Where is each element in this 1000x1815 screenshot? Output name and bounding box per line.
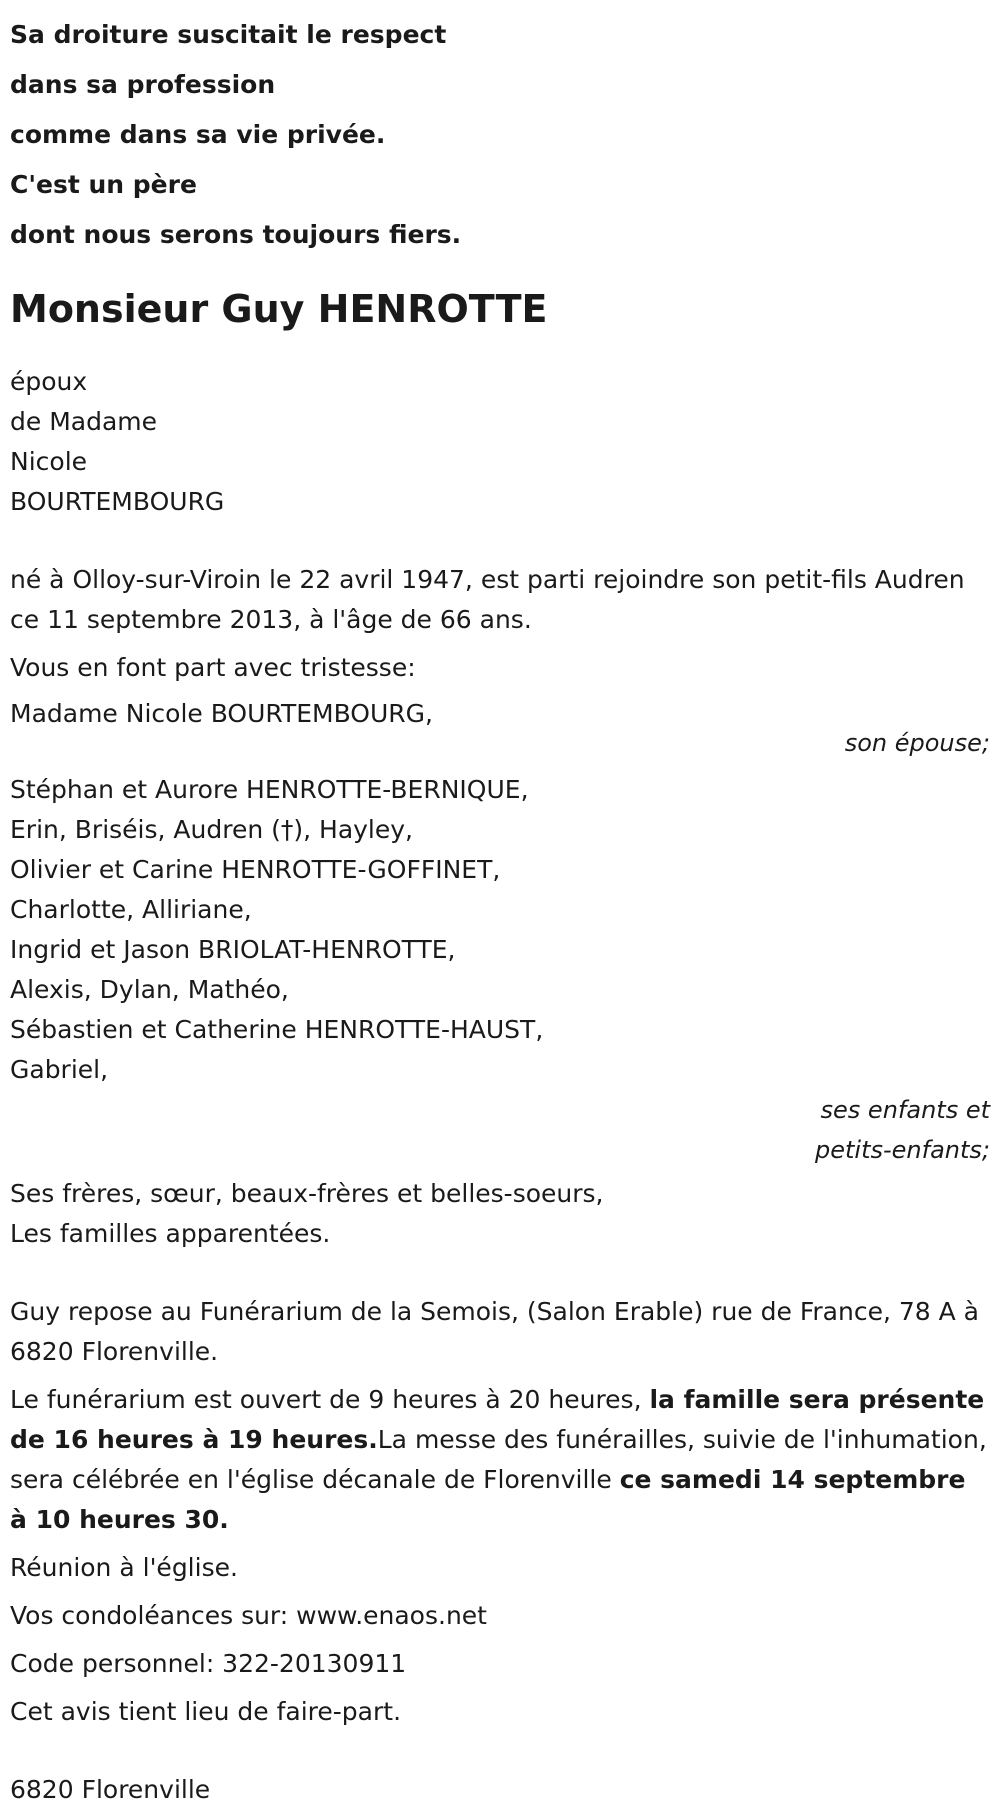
epitaph-quote [10,0,990,260]
notice: Cet avis tient lieu de faire-part. [10,1697,402,1726]
personal-code: Code personnel: 322-20130911 [10,1649,407,1678]
spouse-info [10,362,990,522]
list-item: Ses frères, sœur, beaux-frères et belles-soeurs, [10,1179,604,1208]
deceased-name: Monsieur Guy HENROTTE [10,287,548,331]
birth-death-statement: né à Olloy-sur-Viroin le 22 avril 1947, est parti rejoindre son petit-fils Audren ce 11 septembre 2013, à l'âge de 66 ans. [10,565,965,634]
spouse-line: Nicole [10,447,88,476]
funeral-hours [10,1380,990,1540]
family-presence: la famille sera présente de 16 heures à 19 heures. [10,1385,985,1454]
mass-text: La messe des funérailles, suivie de l'inhumation, sera célébrée en l'église décanale de Florenville [10,1425,987,1494]
rest-place: Guy repose au Funérarium de la Semois, (Salon Erable) rue de France, 78 A à 6820 Florenville. [10,1297,979,1366]
other-relatives [10,1174,990,1254]
list-item: Alexis, Dylan, Mathéo, [10,975,289,1004]
children-relation: petits-enfants; [815,1136,990,1164]
condolences: Vos condoléances sur: www.enaos.net [10,1601,487,1630]
wife-relation: son épouse; [844,729,990,757]
list-item: Stéphan et Aurore HENROTTE-BERNIQUE, [10,775,529,804]
quote-line: C'est un père [10,170,197,199]
spouse-line: époux [10,367,88,396]
spouse-line: BOURTEMBOURG [10,487,225,516]
wife-name: Madame Nicole BOURTEMBOURG, [10,699,433,728]
reunion: Réunion à l'église. [10,1553,238,1582]
list-item: Les familles apparentées. [10,1219,331,1248]
list-item: Ingrid et Jason BRIOLAT-HENROTTE, [10,935,456,964]
mass-date: ce samedi 14 septembre à 10 heures 30. [10,1465,966,1534]
quote-line: Sa droiture suscitait le respect [10,20,447,49]
list-item: Olivier et Carine HENROTTE-GOFFINET, [10,855,501,884]
quote-line: dans sa profession [10,70,276,99]
announcement-intro: Vous en font part avec tristesse: [10,653,416,682]
quote-line: comme dans sa vie privée. [10,120,386,149]
spouse-line: de Madame [10,407,158,436]
children-list [10,770,990,1090]
hours-text: Le funérarium est ouvert de 9 heures à 20 heures, [10,1385,650,1414]
list-item: Charlotte, Alliriane, [10,895,252,924]
children-relation: ses enfants et [820,1096,990,1124]
quote-line: dont nous serons toujours fiers. [10,220,462,249]
list-item: Gabriel, [10,1055,109,1084]
list-item: Sébastien et Catherine HENROTTE-HAUST, [10,1015,544,1044]
location: 6820 Florenville [10,1775,211,1804]
list-item: Erin, Briséis, Audren (†), Hayley, [10,815,414,844]
